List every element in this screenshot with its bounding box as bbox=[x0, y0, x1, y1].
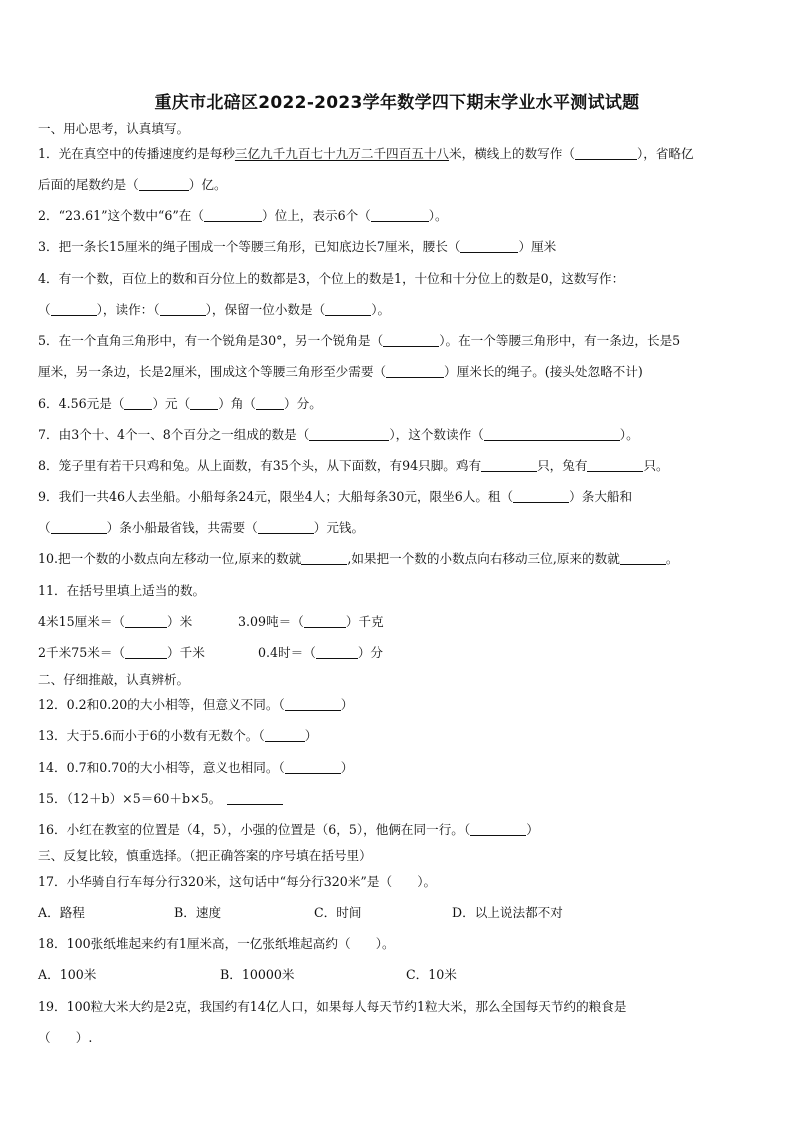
answer-blank[interactable] bbox=[325, 303, 371, 316]
question-8: 8．笼子里有若干只鸡和兔。从上面数，有35个头，从下面数，有94只脚。鸡有 只，兔有 只。 bbox=[38, 458, 669, 473]
question-17: 17．小华骑自行车每分行320米，这句话中“每分行320米”是（ ）。 bbox=[38, 874, 437, 889]
question-18: 18．100张纸堆起来约有1厘米高，一亿张纸堆起高约（ ）。 bbox=[38, 936, 395, 951]
answer-blank[interactable] bbox=[256, 397, 284, 410]
answer-blank[interactable] bbox=[51, 303, 97, 316]
answer-blank[interactable] bbox=[285, 761, 341, 774]
option-b[interactable]: B．速度 bbox=[174, 905, 222, 920]
question-7: 7．由3个十、4个一、8个百分之一组成的数是（ ），这个数读作（ ）。 bbox=[38, 427, 639, 442]
section-header-3: 三、反复比较，慎重选择。（把正确答案的序号填在括号里） bbox=[38, 848, 372, 863]
option-a[interactable]: A．路程 bbox=[38, 905, 85, 920]
question-5-line-1: 5．在一个直角三角形中，有一个锐角是30°，另一个锐角是（ ）。在一个等腰三角形中，有一条边，长是5 bbox=[38, 333, 681, 348]
question-4-line-1: 4．有一个数，百位上的数和百分位上的数都是3，个位上的数是1，十位和十分位上的数是0，这数写作： bbox=[38, 271, 625, 286]
answer-blank[interactable] bbox=[190, 397, 218, 410]
answer-blank[interactable] bbox=[301, 552, 347, 565]
answer-blank[interactable] bbox=[160, 303, 206, 316]
option-a[interactable]: A．100米 bbox=[38, 967, 97, 982]
answer-blank[interactable] bbox=[620, 552, 666, 565]
question-11-row-1-right: 3.09吨＝（ ）千克 bbox=[238, 614, 384, 629]
answer-blank[interactable] bbox=[204, 209, 262, 222]
question-14: 14．0.7和0.70的大小相等，意义也相同。（ ） bbox=[38, 760, 354, 775]
option-c[interactable]: C．10米 bbox=[406, 967, 457, 982]
answer-blank[interactable] bbox=[125, 646, 167, 659]
section-header-1: 一、用心思考，认真填写。 bbox=[38, 121, 190, 136]
question-3: 3．把一条长15厘米的绳子围成一个等腰三角形，已知底边长7厘米，腰长（ ）厘米 bbox=[38, 239, 557, 254]
answer-blank[interactable] bbox=[316, 646, 358, 659]
question-13: 13．大于5.6而小于6的小数有无数个。（ ） bbox=[38, 728, 318, 743]
answer-blank[interactable] bbox=[139, 178, 189, 191]
question-9-line-2: （ ）条小船最省钱，共需要（ ）元钱。 bbox=[38, 520, 365, 535]
answer-blank[interactable] bbox=[587, 459, 643, 472]
answer-blank[interactable] bbox=[258, 521, 314, 534]
question-15: 15．（12＋b）×5＝60＋b×5。 bbox=[38, 791, 283, 807]
underlined-number-words: 三亿九千九百七十九万二千四百五十八 bbox=[234, 146, 450, 161]
question-11-row-2-right: 0.4时＝（ ）分 bbox=[258, 645, 383, 660]
question-1-line-1: 1．光在真空中的传播速度约是每秒三亿九千九百七十九万二千四百五十八米，横线上的数写作（ ），省略亿 bbox=[38, 146, 694, 161]
question-18-options bbox=[38, 967, 738, 983]
answer-blank[interactable] bbox=[460, 240, 518, 253]
answer-blank[interactable] bbox=[124, 397, 152, 410]
question-11-row-2: 2千米75米＝（ ）千米 bbox=[38, 645, 205, 660]
answer-blank[interactable] bbox=[285, 698, 341, 711]
answer-blank[interactable] bbox=[227, 792, 283, 805]
question-17-options bbox=[38, 905, 738, 921]
answer-blank[interactable] bbox=[371, 209, 429, 222]
answer-blank[interactable] bbox=[125, 615, 167, 628]
question-11-row-1: 4米15厘米＝（ ）米 bbox=[38, 614, 193, 629]
question-10: 10.把一个数的小数点向左移动一位,原来的数就 ,如果把一个数的小数点向右移动三位,原来的数就 。 bbox=[38, 551, 679, 566]
question-12: 12．0.2和0.20的大小相等，但意义不同。（ ） bbox=[38, 697, 354, 712]
question-11: 11．在括号里填上适当的数。 bbox=[38, 583, 206, 598]
option-d[interactable]: D．以上说法都不对 bbox=[452, 905, 563, 920]
answer-blank[interactable] bbox=[386, 365, 444, 378]
answer-blank[interactable] bbox=[470, 823, 526, 836]
option-b[interactable]: B．10000米 bbox=[220, 967, 295, 982]
answer-blank[interactable] bbox=[309, 428, 389, 441]
answer-blank[interactable] bbox=[265, 729, 305, 742]
question-2: 2．“23.61”这个数中“6”在（ ）位上，表示6个（ ）。 bbox=[38, 208, 448, 223]
question-16: 16．小红在教室的位置是（4，5），小强的位置是（6，5），他俩在同一行。（ ） bbox=[38, 822, 539, 837]
answer-blank[interactable] bbox=[513, 490, 569, 503]
question-4-line-2: （ ），读作：（ ），保留一位小数是（ ）。 bbox=[38, 302, 391, 317]
section-header-2: 二、仔细推敲，认真辨析。 bbox=[38, 672, 190, 687]
question-19-line-1: 19．100粒大米大约是2克，我国约有14亿人口，如果每人每天节约1粒大米，那么全国每天节约的粮食是 bbox=[38, 999, 627, 1014]
question-6: 6．4.56元是（ ）元（ ）角（ ）分。 bbox=[38, 396, 322, 411]
answer-blank[interactable] bbox=[575, 147, 637, 160]
answer-blank[interactable] bbox=[481, 459, 537, 472]
option-c[interactable]: C．时间 bbox=[314, 905, 362, 920]
question-5-line-2: 厘米，另一条边，长是2厘米，围成这个等腰三角形至少需要（ ）厘米长的绳子。(接头处忽略不计) bbox=[38, 364, 643, 379]
question-9-line-1: 9．我们一共46人去坐船。小船每条24元，限坐4人；大船每条30元，限坐6人。租（ ）条大船和 bbox=[38, 489, 633, 504]
answer-blank[interactable] bbox=[304, 615, 346, 628]
question-19-line-2: （ ）. bbox=[38, 1030, 93, 1045]
answer-blank[interactable] bbox=[51, 521, 107, 534]
answer-blank[interactable] bbox=[383, 334, 439, 347]
question-1-line-2: 后面的尾数约是（ ）亿。 bbox=[38, 177, 227, 192]
answer-blank[interactable] bbox=[484, 428, 620, 441]
page-title: 重庆市北碚区2022-2023学年数学四下期末学业水平测试试题 bbox=[154, 93, 640, 113]
